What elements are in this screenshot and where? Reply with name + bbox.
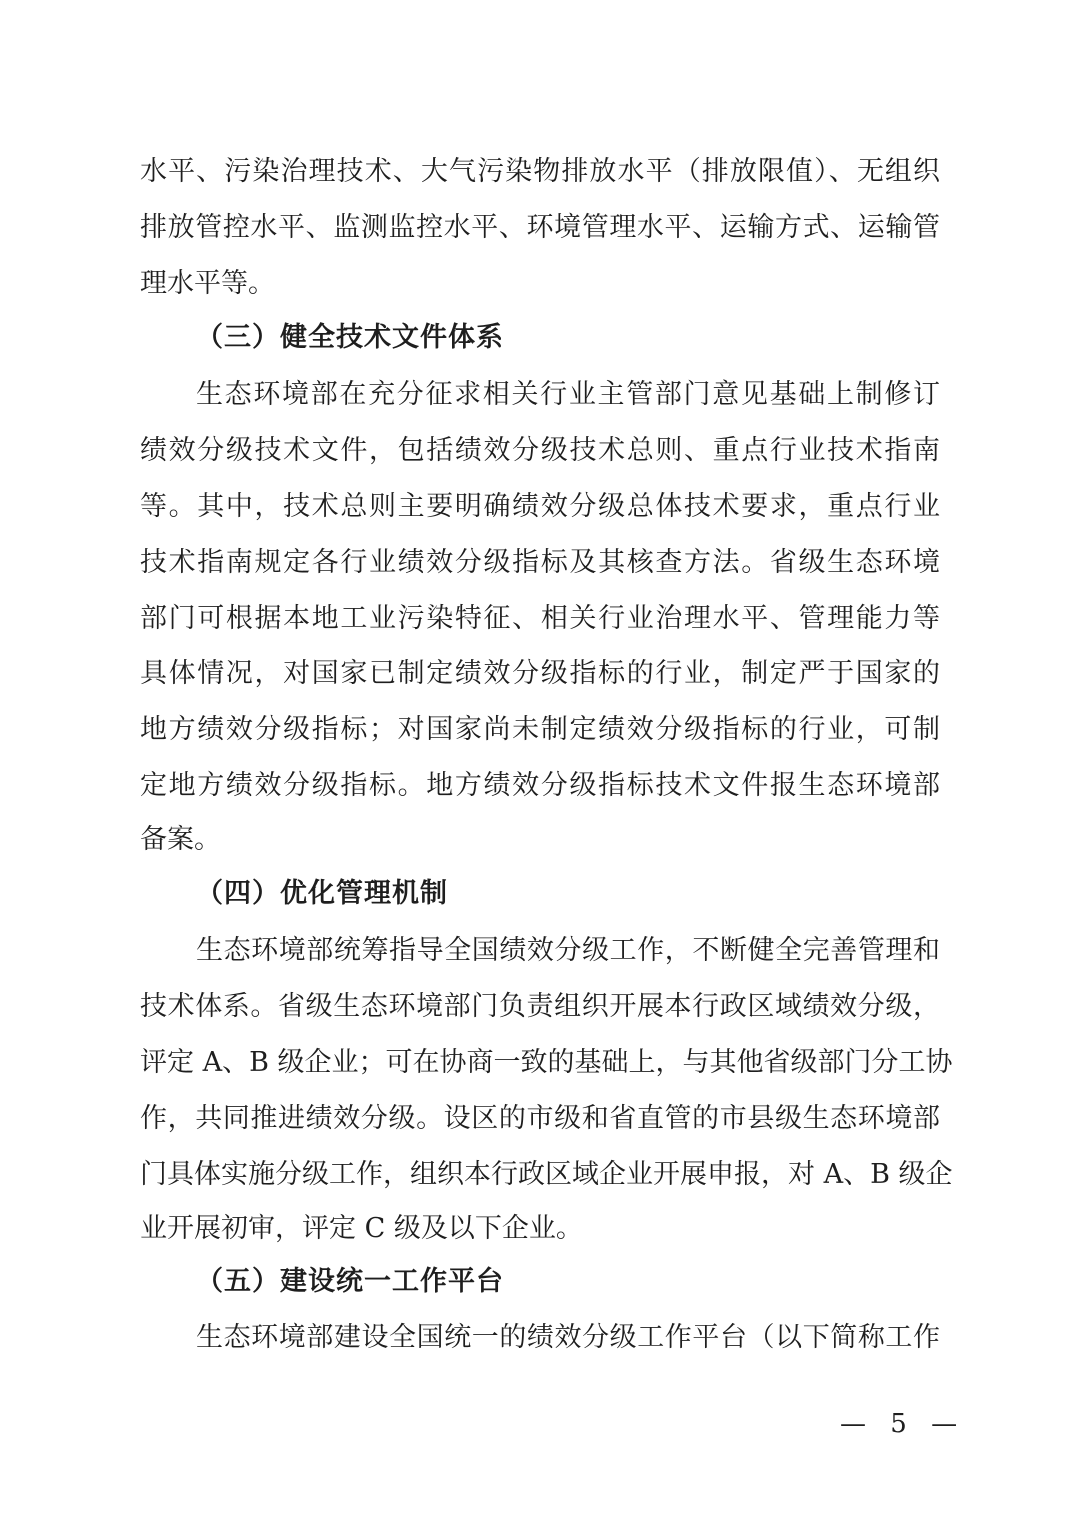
paragraph-line: 生态环境部在充分征求相关行业主管部门意见基础上制修订 bbox=[196, 379, 940, 410]
paragraph-line: 部门可根据本地工业污染特征、相关行业治理水平、管理能力等 bbox=[140, 603, 940, 634]
page-number: — 5 — bbox=[840, 1409, 966, 1439]
paragraph-line: 等。其中，技术总则主要明确绩效分级总体技术要求，重点行业 bbox=[140, 491, 940, 522]
section-heading-5: （五）建设统一工作平台 bbox=[196, 1266, 504, 1297]
section-heading-4: （四）优化管理机制 bbox=[196, 878, 448, 909]
paragraph-line: 水平、污染治理技术、大气污染物排放水平（排放限值）、无组织 bbox=[140, 156, 940, 187]
paragraph-line: 具体情况，对国家已制定绩效分级指标的行业，制定严于国家的 bbox=[140, 658, 940, 689]
paragraph-line: 地方绩效分级指标；对国家尚未制定绩效分级指标的行业，可制 bbox=[140, 714, 940, 745]
paragraph-line: 生态环境部统筹指导全国绩效分级工作，不断健全完善管理和 bbox=[196, 935, 940, 966]
paragraph-line: 业开展初审，评定 C 级及以下企业。 bbox=[140, 1213, 583, 1244]
paragraph-line: 排放管控水平、监测监控水平、环境管理水平、运输方式、运输管 bbox=[140, 212, 940, 243]
paragraph-line: 作，共同推进绩效分级。设区的市级和省直管的市县级生态环境部 bbox=[140, 1103, 940, 1134]
paragraph-line: 技术指南规定各行业绩效分级指标及其核查方法。省级生态环境 bbox=[140, 547, 940, 578]
paragraph-line: 定地方绩效分级指标。地方绩效分级指标技术文件报生态环境部 bbox=[140, 770, 940, 801]
paragraph-line: 备案。 bbox=[140, 824, 221, 855]
paragraph-line: 理水平等。 bbox=[140, 268, 275, 299]
paragraph-line: 绩效分级技术文件，包括绩效分级技术总则、重点行业技术指南 bbox=[140, 435, 940, 466]
paragraph-line: 评定 A、B 级企业；可在协商一致的基础上，与其他省级部门分工协 bbox=[140, 1047, 953, 1078]
paragraph-line: 生态环境部建设全国统一的绩效分级工作平台（以下简称工作 bbox=[196, 1322, 940, 1353]
paragraph-line: 门具体实施分级工作，组织本行政区域企业开展申报，对 A、B 级企 bbox=[140, 1159, 953, 1190]
section-heading-3: （三）健全技术文件体系 bbox=[196, 322, 504, 353]
paragraph-line: 技术体系。省级生态环境部门负责组织开展本行政区域绩效分级， bbox=[140, 991, 940, 1022]
